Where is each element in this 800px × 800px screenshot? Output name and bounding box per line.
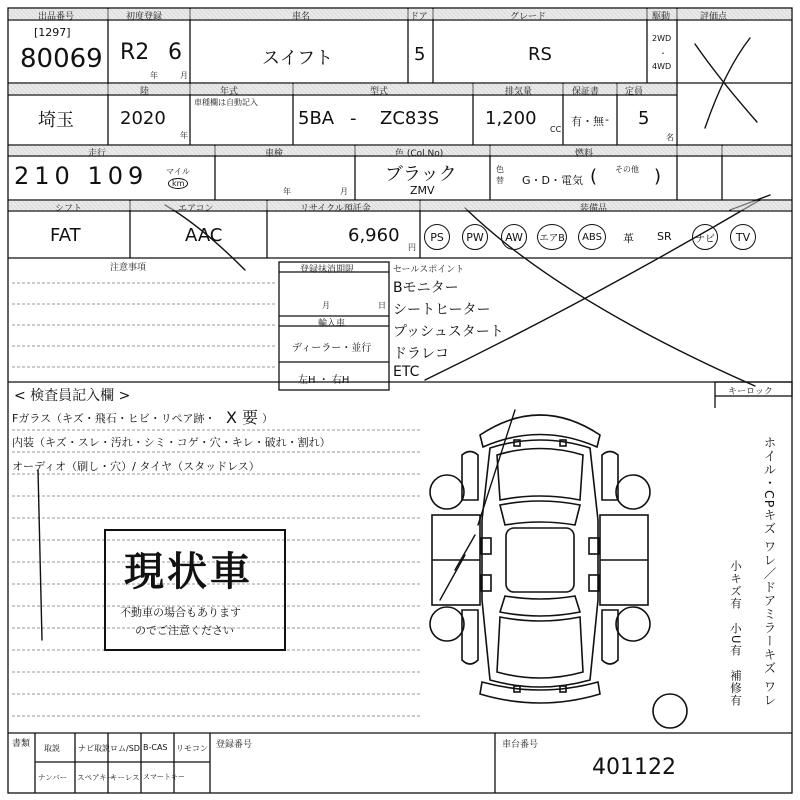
inspector-title: < 検査員記入欄 >	[14, 388, 131, 404]
model-label: 車名	[292, 12, 311, 22]
color-code: ZMV	[410, 184, 435, 197]
warranty-value: 有・無	[571, 115, 604, 128]
doc-item: B-CAS	[143, 743, 168, 752]
sales-point-item: ドラレコ	[393, 346, 449, 362]
inspection-label: 車検	[265, 149, 284, 159]
doc-item: 取説	[44, 744, 60, 753]
equip-sunroof: SR	[657, 230, 672, 243]
inspector-audio-tire: オーディオ（刷し・穴）/ タイヤ（スタッドレス）	[12, 460, 260, 473]
equip-ps: PS	[424, 224, 450, 250]
doc-item: リモコン	[176, 744, 208, 753]
displacement-label: 排気量	[505, 87, 533, 97]
import-type: ディーラー・並行	[292, 343, 372, 354]
warranty-label: 保証書	[572, 87, 600, 97]
notes-label: 注意事項	[110, 263, 147, 273]
doc-item: スペアキー	[77, 773, 115, 782]
year-unit: 年	[180, 131, 188, 140]
equip-aw: AW	[501, 224, 527, 250]
recycle-unit: 円	[408, 243, 416, 252]
lot-code: [1297]	[34, 26, 71, 39]
reg-number-label: 登録番号	[216, 740, 253, 750]
region-label: 陸	[140, 87, 150, 97]
drive-2wd: 2WD	[652, 34, 672, 43]
color-change-label: 色替	[496, 165, 504, 185]
stamp-title: 現状車	[124, 548, 253, 595]
inspection-month: 月	[340, 187, 348, 196]
fuel-paren-open: (	[590, 166, 598, 187]
doc-item: スマートキー	[143, 773, 185, 781]
steering-side: 左H ・ 右H	[298, 375, 350, 386]
first-reg-era: R2	[120, 40, 150, 65]
doors-label: ドア	[410, 12, 428, 22]
registration-day: 日	[378, 301, 386, 310]
equip-navi: ナビ	[692, 224, 718, 250]
equip-leather: 革	[623, 232, 634, 245]
sales-point-item: ETC	[393, 364, 420, 380]
vehicle-diagram	[430, 415, 687, 728]
type-dash: -	[350, 108, 357, 129]
model-name: スイフト	[262, 48, 334, 69]
capacity-value: 5	[638, 108, 650, 129]
import-label: 輸入車	[318, 319, 346, 329]
docs-label: 書類	[12, 739, 31, 749]
doc-item: ロム/SD	[110, 744, 140, 753]
type-prefix: 5BA	[298, 108, 335, 129]
capacity-label: 定員	[625, 87, 644, 97]
chassis-label: 車台番号	[502, 740, 539, 750]
type-code: ZC83S	[380, 108, 440, 129]
score-label: 評価点	[700, 12, 728, 22]
equip-tv: TV	[730, 224, 756, 250]
fuel-paren-close: )	[654, 166, 662, 187]
first-reg-label: 初度登録	[126, 12, 163, 22]
first-reg-year-unit: 年	[150, 71, 158, 80]
displacement-value: 1,200	[485, 108, 537, 129]
grade-value: RS	[528, 44, 552, 65]
mileage-unit-mile: マイル	[166, 167, 190, 176]
warranty-dash: -	[605, 113, 609, 126]
lot-number: 80069	[20, 44, 103, 74]
registration-label: 登録抹消期限	[300, 265, 355, 275]
first-reg-month-unit: 月	[180, 71, 188, 80]
inspector-windshield-mark: X 要	[226, 408, 259, 427]
recycle-label: リサイクル預託金	[300, 204, 371, 214]
stamp-line1: 不動車の場合もあります	[120, 606, 241, 619]
year-label: 年式	[220, 87, 239, 97]
chassis-number: 401122	[592, 755, 676, 780]
door-count: 5	[414, 44, 426, 65]
type-label: 型式	[370, 87, 389, 97]
stamp-line2: のでご注意ください	[135, 624, 234, 637]
drive-4wd: 4WD	[652, 62, 672, 71]
doc-item: ナビ取説	[78, 744, 110, 753]
sales-point-item: Bモニター	[393, 280, 459, 296]
shift-value: FAT	[50, 225, 81, 246]
aircon-value: AAC	[185, 225, 223, 246]
inspector-windshield-end: ）	[262, 412, 273, 425]
doc-item: ナンバー	[38, 773, 68, 782]
shift-label: シフト	[55, 204, 83, 214]
lot-label: 出品番号	[38, 12, 75, 22]
mileage-unit-km: km	[168, 178, 188, 189]
sales-points-label: セールスポイント	[393, 265, 465, 275]
mileage-value: 210 109	[14, 162, 149, 190]
drive-sep: ・	[659, 49, 667, 58]
drive-label: 駆動	[652, 12, 671, 22]
year-value: 2020	[120, 108, 166, 129]
mileage-label: 走行	[88, 149, 107, 159]
row4-label-strip	[9, 201, 791, 210]
equip-pw: PW	[462, 224, 488, 250]
registration-month: 月	[322, 301, 330, 310]
grade-label: グレード	[510, 12, 547, 22]
side-note-col1: ホイル・CPキズ ワレ／ドアミラーキズ ワレ	[762, 436, 777, 708]
color-label: 色 (Col.No)	[395, 149, 444, 159]
color-value: ブラック	[385, 164, 457, 185]
inspector-interior: 内装（キズ・スレ・汚れ・シミ・コゲ・穴・キレ・破れ・割れ）	[12, 436, 331, 449]
capacity-unit: 名	[666, 133, 674, 142]
region-value: 埼玉	[38, 110, 74, 131]
recycle-value: 6,960	[348, 225, 400, 246]
displacement-unit: CC	[550, 125, 562, 134]
inspection-year: 年	[283, 187, 291, 196]
equip-airbag: エアB	[537, 224, 567, 250]
inspector-windshield: Fガラス（キズ・飛石・ヒビ・リペア跡・	[12, 412, 216, 425]
sales-point-item: プッシュスタート	[393, 324, 504, 340]
aircon-label: エアコン	[178, 204, 214, 214]
fuel-other: その他	[615, 165, 639, 174]
equipment-label: 装備品	[580, 204, 608, 214]
fuel-value: G・D・電気	[522, 174, 583, 187]
fuel-label: 燃料	[575, 149, 594, 159]
side-note-col2: 小キズ有 小U有 補修有	[729, 560, 743, 707]
first-reg-month: 6	[168, 40, 182, 65]
sales-point-item: シートヒーター	[393, 302, 491, 318]
type-small-note: 車種欄は自動記入	[194, 98, 258, 107]
equip-abs: ABS	[578, 224, 606, 250]
doc-item: キーレス	[110, 773, 140, 782]
key-lock-label: キーロック	[728, 387, 773, 397]
